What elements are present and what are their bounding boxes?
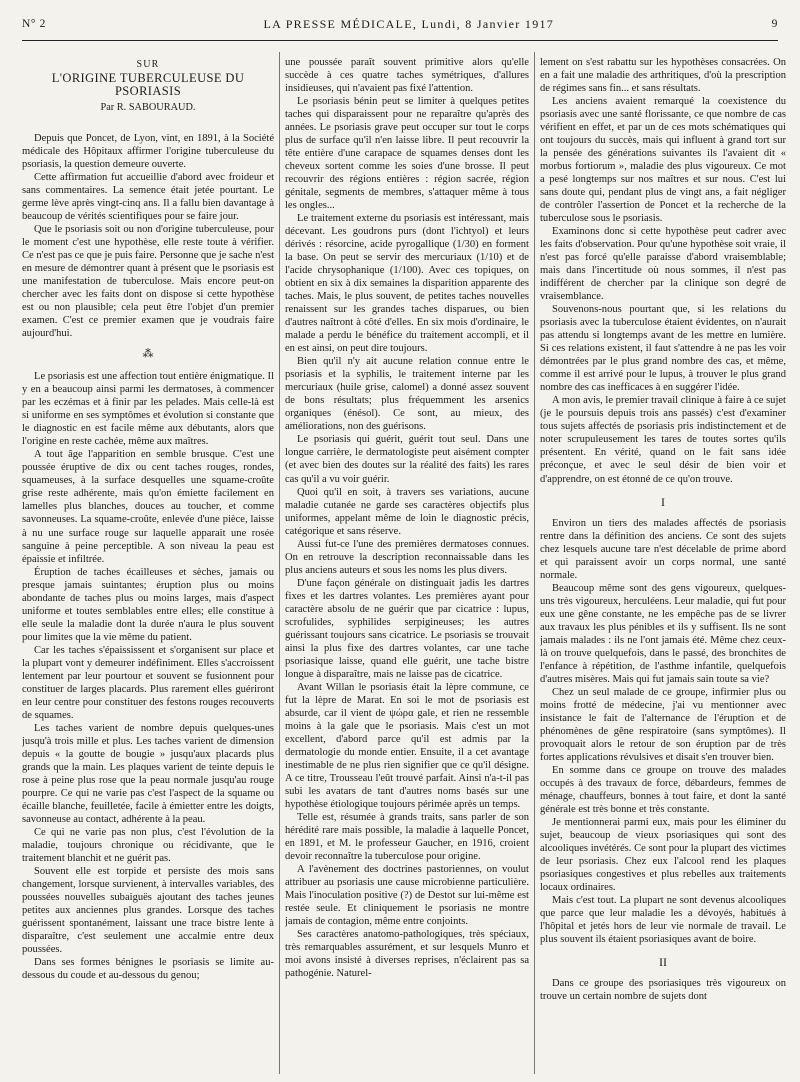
paragraph: En somme dans ce groupe on trouve des malades occupés à des travaux de force, débardeurs, femmes de ménage, chauffeurs, bonnes à tout faire, et dont la santé générale est très bonne et très constante. xyxy=(540,764,786,815)
section-heading-ii: II xyxy=(659,955,667,970)
paragraph: Beaucoup même sont des gens vigoureux, quelques-uns très vigoureux, herculéens. Leur maladie, qui fut pour eux une gêne constante, ne les empêche pas de se livrer aux travaux les plus pénibles et ils y suffisent. Ils ne sont jamais malades : ils ne l'ont jamais été. Même chez ceux-là on trouve quelquefois, dans le passé, des bronchites de l'enfance à répétition, de l'asthme infantile, quelquefois d'autres misères. Mais qui fut jamais sain toute sa vie? xyxy=(540,582,786,685)
column-divider xyxy=(534,52,535,1074)
paragraph: Bien qu'il n'y ait aucune relation connue entre le psoriasis et la syphilis, le traitement interne par les mercuriaux (huile grise, calomel) a donné assez souvent de bons résultats; plus fréquemment les arsenics organiques (énésol). Ce sont, au mieux, des améliorations, non des guérisons. xyxy=(285,356,529,433)
article-author: Par R. SABOURAUD. xyxy=(100,102,196,114)
section-asterism: ⁂ xyxy=(142,348,154,361)
paragraph: Chez un seul malade de ce groupe, infirmier plus ou moins frotté de médecine, j'ai vu mentionner avec insistance le fait de l'alternance de l'éruption et de phénomènes de gêne respiratoire (sans symptômes). Il provoquait alors le retour de son éruption par de très fortes applications révulsives et disait s'en trouver bien. xyxy=(540,686,786,763)
column-2 xyxy=(285,56,529,1074)
paragraph: Éruption de taches écailleuses et sèches, jamais ou presque jamais suintantes; éruption plus ou moins abondante de taches plus ou moins larges, mais d'aspect uniforme et toutes semblables entre elles; elle constitue à elle seule la maladie dont la durée n'aura le plus souvent pour limites que la vie même du patient. xyxy=(22,566,274,643)
article-title: L'ORIGINE TUBERCULEUSE DU PSORIASIS xyxy=(51,71,245,99)
paragraph: Aussi fut-ce l'une des premières dermatoses connues. On en retrouve la description reconnaissable dans les plus anciens auteurs et sous les noms les plus divers. xyxy=(285,538,529,576)
section-heading-i: I xyxy=(661,494,665,509)
paragraph: A l'avènement des doctrines pastoriennes, on voulut attribuer au psoriasis une cause microbienne particulière. Mais l'inoculation positive (?) de Destot sur lui-même est restée seule. Et cliniquement le psoriasis ne montre jamais de contagion, même entre conjoints. xyxy=(285,863,529,928)
paragraph: Environ un tiers des malades affectés de psoriasis rentre dans la définition des anciens. Ce sont des sujets chez lesquels aucune tare n'est décelable de prime abord et qui paraissent avoir un corps normal, une santé normale. xyxy=(540,517,786,581)
paragraph: Les anciens avaient remarqué la coexistence du psoriasis avec une santé florissante, ce que nombre de cas vérifient en effet, et par un de ces mots schématiques qui ont toujours du succès, mais qui influent à grand tort sur la pensée des générations suivantes ils l'avaient dit « morbus fortiorum », maladie des plus vigoureux. Ce mot a pesé longtemps sur nos maîtres et sur nous. C'est lui sans doute qui, pendant plus de vingt ans, a fait négliger de contrôler l'assertion de Poncet et la recherche de la tuberculose sous le psoriasis. xyxy=(540,96,786,225)
column-divider xyxy=(279,52,280,1074)
paragraph: Examinons donc si cette hypothèse peut cadrer avec les faits d'observation. Pour qu'une hypothèse soit vraie, il n'est pas forcé qu'elle paraisse d'abord vraisemblable; mais dans l'incertitude où nous sommes, il n'est pas indifférent de chercher par la clinique son degré de vraisemblance. xyxy=(540,226,786,303)
paragraph: Les taches varient de nombre depuis quelques-unes jusqu'à trois mille et plus. Les taches varient de dimension depuis « la goutte de bougie » jusqu'aux placards plus grands que la main. Les plaques varient de teinte depuis le rose à peine plus rose que la peau normale jusqu'au rouge pourpre. Ce qui ne varie pas c'est l'aspect de la squame ou écaille blanche, feuilletée, facile à émietter entre les doigts, savonneuse au contact, adhérente à la peau. xyxy=(22,722,274,825)
paragraph: Depuis que Poncet, de Lyon, vint, en 1891, à la Société médicale des Hôpitaux affirmer l'origine tuberculeuse du psoriasis, la question demeure ouverte. xyxy=(22,133,274,171)
article-pre-title: SUR xyxy=(136,59,160,70)
journal-title: LA PRESSE MÉDICALE, Lundi, 8 Janvier 1917 xyxy=(263,16,555,31)
paragraph: Dans ses formes bénignes le psoriasis se limite au-dessous du coude et au-dessous du genou; xyxy=(22,957,274,982)
column-3 xyxy=(540,56,786,1074)
issue-number: N° 2 xyxy=(22,18,46,30)
page-number: 9 xyxy=(771,18,778,30)
paragraph: Je mentionnerai parmi eux, mais pour les éliminer du sujet, beaucoup de vieux psoriasiques qui sont des alcooliques invétérés. Ce sont pour la plupart des victimes de leur psoriasis. Chez eux l'alcool rend les plaques psoriasiques congestives et plus rebelles aux traitements locaux ordinaires. xyxy=(540,816,786,893)
paragraph: Dans ce groupe des psoriasiques très vigoureux on trouve un certain nombre de sujets dont xyxy=(540,978,786,1003)
paragraph: Ce qui ne varie pas non plus, c'est l'évolution de la maladie, toujours chronique ou récidivante, que le traitement blanchit et ne guérit pas. xyxy=(22,826,274,864)
paragraph: Quoi qu'il en soit, à travers ses variations, aucune maladie cutanée ne garde ses caractères objectifs plus uniformes, appelant même de loin le diagnostic précis, catégorique et sans réserve. xyxy=(285,486,529,537)
paragraph: A mon avis, le premier travail clinique à faire à ce sujet (je le poursuis depuis trois ans passés) c'est d'examiner tous sujets affectés de psoriasis pris indistinctement et de noter scrupuleusement les tares de toutes sortes qu'ils présentent. En vérité, quand on le fait sans idée préconçue, et avec le seul désir de bien voir et d'apprendre, on est étonné de ce qu'on trouve. xyxy=(540,395,786,485)
paragraph: Le traitement externe du psoriasis est intéressant, mais décevant. Les goudrons purs (dont l'ichtyol) et leurs dérivés : résorcine, acide pyrogallique (1/30) en forment la base. On peut se servir des mercuriaux (1/10) et de l'acide chrysophanique (1/100). Avec ces topiques, on obtient en six à dix semaines la disparition apparente des taches. Mais, le plus souvent, de petites taches nouvelles renaissent sur les grandes taches disparues, ou bien d'autres naîtront à côté d'elles. En six mois d'ordinaire, le malade a perdu le bénéfice du traitement accompli, et il en est ainsi, on peut dire toujours. xyxy=(285,213,529,355)
paragraph: Avant Willan le psoriasis était la lèpre commune, ce fut la lèpre de Marat. En soi le mot de psoriasis est absurde, car il vient de ψώρα gale, et rien ne ressemble moins à la gale que le psoriasis. Mais c'est un mot excellent, d'abord parce qu'il est admis par la dermatologie du monde entier. Ensuite, il a cet avantage inestimable de ne plus rien signifier que ce qu'il désigne. A ce titre, Trousseau l'eût trouvé parfait. Ainsi n'a-t-il pas subi les avatars de tant d'autres noms basés sur une hypothèse étiologique toujours périmée après un temps. xyxy=(285,681,529,810)
paragraph: une poussée paraît souvent primitive alors qu'elle succède à ces quatre taches symétriques, d'allures insidieuses, qui n'avaient pas fixé l'attention. xyxy=(285,57,529,95)
paragraph: Souvenons-nous pourtant que, si les relations du psoriasis avec la tuberculose étaient évidentes, on n'aurait pas attendu si longtemps avant de les mettre en lumière. Si ces relations existent, il faut s'attendre à ne pas les voir démontrées par le plus grand nombre des cas, et même, comme il est arrivé pour le lupus, à trouver le plus grand nombre des cas inefficaces à en suggérer l'idée. xyxy=(540,304,786,394)
paragraph: Car les taches s'épaississent et s'organisent sur place et la plupart vont y demeurer indéfiniment. Elles s'accroissent lentement par leur pourtour et souvent se fusionnent pour constituer de larges placards. Plus rarement elles guériront en leur centre pour constituer des festons rouges recouverts de squames. xyxy=(22,644,274,721)
running-header xyxy=(22,14,778,34)
paragraph: D'une façon générale on distinguait jadis les dartres fixes et les dartres volantes. Les premières ayant pour caractère absolu de ne guérir que par cicatrice : lupus, scrofulides, syphilides serpigineuses; les autres guérissant toujours sans cicatrice. Le psoriasis se trouvait ainsi la plus fixe des dartres volantes, car une tache psoriasique laisse, quand elle guérit, une tache bistre longue à disparaître, mais ne laisse pas de cicatrice. xyxy=(285,577,529,680)
paragraph: Le psoriasis est une affection tout entière énigmatique. Il y en a beaucoup ainsi parmi les dermatoses, à commencer par les eczémas et à finir par les pelades. Mais celle-là est si uniforme en ses symptômes et évolution si constante que le diagnostic en est facile même aux débutants, alors que l'origine en reste cachée, même aux maîtres. xyxy=(22,371,274,448)
paragraph: Le psoriasis qui guérit, guérit tout seul. Dans une longue carrière, le dermatologiste peut aisément compter (et avec bien des doutes sur la réalité des faits) les rares cas qu'il a vu voir guérir. xyxy=(285,434,529,485)
paragraph: Souvent elle est torpide et persiste des mois sans changement, lorsque survienent, à intervalles variables, des poussées nouvelles subaiguës ajoutant des taches jeunes petites aux anciennes plus grandes. Lorsque des taches guérissent spontanément, laissant une trace bistre lente à disparaître, c'est seulement une accalmie entre deux poussées. xyxy=(22,865,274,955)
paragraph: Ses caractères anatomo-pathologiques, très spéciaux, très remarquables assurément, et sur lesquels Munro et moi avons insisté à diverses reprises, n'éclairent pas sa pathogénie. Naturel- xyxy=(285,929,529,980)
paragraph: Cette affirmation fut accueillie d'abord avec froideur et sans commentaires. La semence était jetée pourtant. Le germe lève après vingt-cinq ans. Il a fallu bien davantage à beaucoup de vérités scientifiques pour se faire jour. xyxy=(22,172,274,223)
paragraph: Telle est, résumée à grands traits, sans parler de son hérédité rare mais possible, la maladie à laquelle Poncet, en 1891, et M. le professeur Gaucher, en 1916, croient devoir reconnaître la tuberculose pour origine. xyxy=(285,811,529,862)
paragraph: Le psoriasis bénin peut se limiter à quelques petites taches qui disparaissent pour ne reparaître qu'après des années. Le psoriasis grave peut occuper sur tout le corps plus de surface qu'il n'en laisse libre. Il peut recouvrir la tête entière d'une carapace de squames denses dont les cheveux sortent comme les soies d'une brosse. Il peut recouvrir des régions entières : région sacrée, région génitale, segments de membres, s'attaquer même à tous les ongles... xyxy=(285,96,529,212)
header-rule xyxy=(22,40,778,41)
paragraph: A tout âge l'apparition en semble brusque. C'est une poussée éruptive de dix ou cent taches rouges, rondes, squameuses, à la surface desquelles une squame-croûte grise reste adhérente, mais qu'on émiette facilement en lamelles plus blanches, douces au toucher, et comme savonneuses. La squame-croûte, enlevée d'une pièce, laisse à nu une surface rouge sur laquelle apparait une rosée sanguine à peine perceptible. A son niveau la peau est épaissie et infiltrée. xyxy=(22,449,274,565)
paragraph: Que le psoriasis soit ou non d'origine tuberculeuse, pour le moment c'est une hypothèse, elle reste toute à vérifier. Ce n'est pas ce que je puis faire. Personne que je sache n'est en mesure de démontrer quant à présent que le psoriasis est une manifestation de tuberculose. Mais encore peut-on chercher avec les faits dont on dispose si cette hypothèse est ou non plausible; cela peut être l'objet d'un premier examen. C'est ce premier examen que je voudrais faire aujourd'hui. xyxy=(22,224,274,340)
paragraph: lement on s'est rabattu sur les hypothèses consacrées. On en a fait une maladie des arthritiques, d'où la prescription de régimes sans fin... et sans résultats. xyxy=(540,57,786,95)
paragraph: Mais c'est tout. La plupart ne sont devenus alcooliques que parce que leur maladie les a dévoyés, habitués à l'hôpital et jetés hors de leur vie normale de travail. Le plus souvent ils étaient psoriasiques avant de boire. xyxy=(540,894,786,946)
column-1 xyxy=(22,56,274,1074)
